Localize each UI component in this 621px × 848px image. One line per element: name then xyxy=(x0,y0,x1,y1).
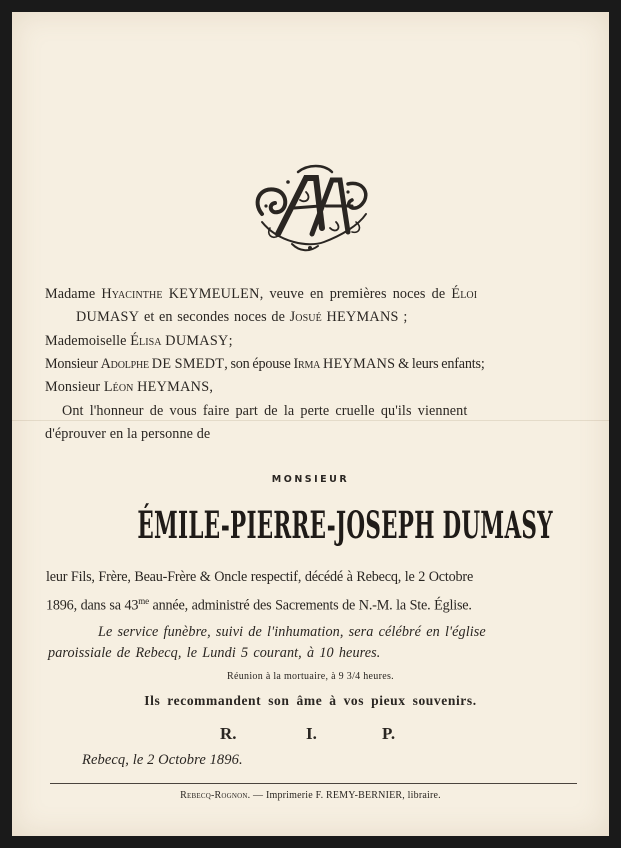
service-line-2: paroissiale de Rebecq, le Lundi 5 courant, à 10 heures. xyxy=(48,645,381,661)
footer-divider xyxy=(50,783,577,784)
intro-line-2: d'éprouver en la personne de xyxy=(45,426,211,442)
place-date: Rebecq, le 2 Octobre 1896. xyxy=(82,752,243,768)
deceased-name: ÉMILE-PIERRE-JOSEPH DUMASY xyxy=(137,503,553,547)
rip-letter-p: P. xyxy=(382,724,396,743)
rip-initials xyxy=(12,724,609,748)
title-label: MONSIEUR xyxy=(271,474,350,485)
rip-letter-i: I. xyxy=(306,724,317,743)
printer-imprint: Rebecq-Rognon. — Imprimerie F. REMY-BERNIER, libraire. xyxy=(180,790,441,801)
fold-crease xyxy=(12,420,609,421)
details-line-2: 1896, dans sa $43^{me}$ année, administré des Sacrements de N.-M. la Ste. Église. xyxy=(46,596,472,614)
intro-line-1: Ont l'honneur de vous faire part de la perte cruelle qu'ils viennent xyxy=(62,403,468,419)
announcer-line-5: Monsieur Léon HEYMANS, xyxy=(45,379,214,395)
announcer-line-2: DUMASY et en secondes noces de Josué HEYMANS ; xyxy=(76,309,408,325)
details-line-1: leur Fils, Frère, Beau-Frère & Oncle respectif, décédé à Rebecq, le 2 Octobre xyxy=(46,569,474,585)
announcer-line-4: Monsieur Adolphe DE SMEDT, son épouse Irma HEYMANS & leurs enfants; xyxy=(45,356,485,372)
announcer-line-3: Mademoiselle Élisa DUMASY; xyxy=(45,333,233,349)
funeral-notice-card xyxy=(12,12,609,836)
reunion-line: Réunion à la mortuaire, à 9 3/4 heures. xyxy=(227,671,394,682)
service-line-1: Le service funèbre, suivi de l'inhumation, sera célébré en l'église xyxy=(98,624,486,640)
rip-letter-r: R. xyxy=(220,724,237,743)
recommendation-line: Ils recommandent son âme à vos pieux souvenirs. xyxy=(144,693,477,708)
monogram-icon xyxy=(248,162,374,254)
announcer-line-1: Madame Hyacinthe KEYMEULEN, veuve en premières noces de Éloi xyxy=(45,286,478,302)
